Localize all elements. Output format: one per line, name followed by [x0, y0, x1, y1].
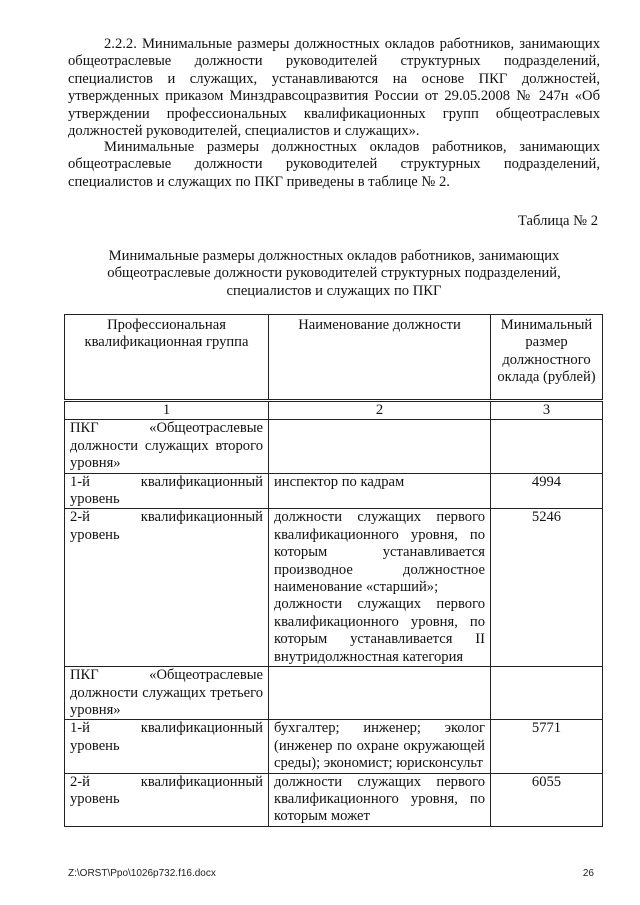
table-title: Минимальные размеры должностных окладов работников, занимающих общеотраслевые должности руководителей структурных подразделений, специалистов и служащих по ПКГ [107, 248, 561, 299]
table-row [65, 773, 603, 826]
salary-cell: 5771 [491, 720, 603, 773]
table-row [65, 720, 603, 773]
position-cell: инспектор по кадрам [269, 473, 491, 509]
column-number: 3 [491, 401, 603, 420]
column-number: 2 [269, 401, 491, 420]
column-number-row [65, 401, 603, 420]
group-cell: 2-й квалификационный уровень [65, 509, 269, 667]
footer-page-number: 26 [582, 868, 594, 879]
table-row [65, 420, 603, 473]
position-cell: бухгалтер; инженер; эколог (инженер по охране окружающей среды); экономист; юрисконсульт [269, 720, 491, 773]
salary-cell [491, 420, 603, 473]
table-header-row [65, 315, 603, 401]
group-cell: 1-й квалификационный уровень [65, 473, 269, 509]
position-cell [269, 667, 491, 720]
salary-cell: 6055 [491, 773, 603, 826]
table-row [65, 667, 603, 720]
paragraph-2-2-2: 2.2.2. Минимальные размеры должностных окладов работников, занимающих общеотраслевые должности руководителей структурных подразделений, специалистов и служащих, устанавливаются на основе ПКГ должностей, утвержденных приказом Минздравсоцразвития России от 29.05.2008 № 247н «Об утверждении профессиональных квалификационных групп общеотраслевых должностей руководителей, специалистов и служащих». [68, 36, 600, 140]
paragraph-table-intro: Минимальные размеры должностных окладов работников, занимающих общеотраслевые должности руководителей структурных подразделений, специалистов и служащих по ПКГ приведены в таблице № 2. [68, 139, 600, 190]
header-group: Профессиональная квалификационная группа [65, 315, 269, 401]
position-cell [269, 420, 491, 473]
header-salary: Минимальный размер должностного оклада (рублей) [491, 315, 603, 401]
table-label: Таблица № 2 [518, 213, 598, 229]
group-cell: ПКГ «Общеотраслевые должности служащих третьего уровня» [65, 667, 269, 720]
group-cell: 2-й квалификационный уровень [65, 773, 269, 826]
salary-cell [491, 667, 603, 720]
salary-table [64, 314, 603, 827]
table-row [65, 473, 603, 509]
header-position: Наименование должности [269, 315, 491, 401]
footer-file-path: Z:\ORST\Ppo\1026p732.f16.docx [68, 868, 216, 879]
salary-cell: 5246 [491, 509, 603, 667]
column-number: 1 [65, 401, 269, 420]
table-row [65, 509, 603, 667]
salary-cell: 4994 [491, 473, 603, 509]
position-cell: должности служащих первого квалификационного уровня, по которым может [269, 773, 491, 826]
group-cell: ПКГ «Общеотраслевые должности служащих второго уровня» [65, 420, 269, 473]
group-cell: 1-й квалификационный уровень [65, 720, 269, 773]
position-cell: должности служащих первого квалификационного уровня, по которым устанавливается производное должностное наименование «старший»; должности служащих первого квалификационного уровня, по которым устанавливается II внутридолжностная категория [269, 509, 491, 667]
